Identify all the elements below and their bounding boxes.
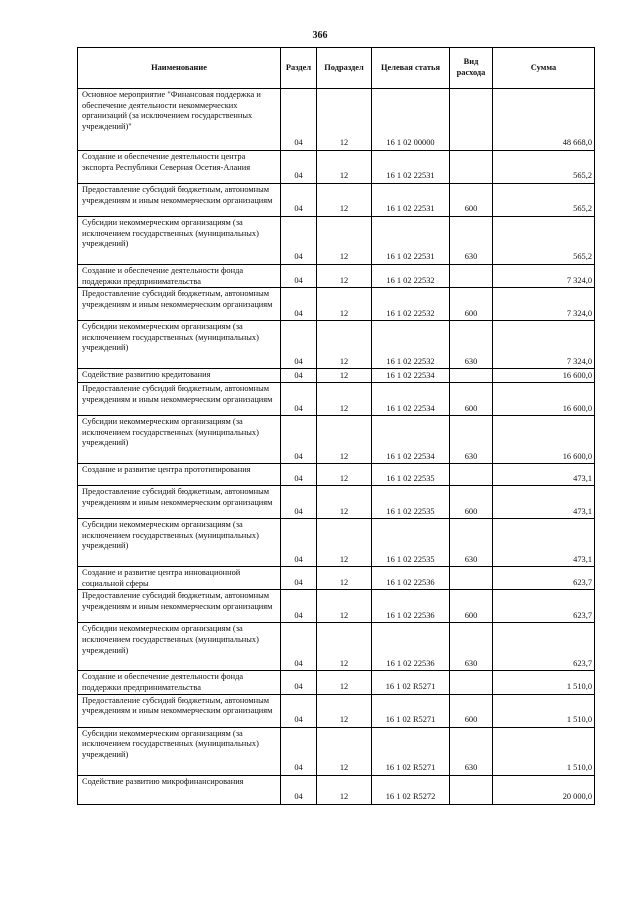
row-podrazdel: 12 (317, 694, 372, 727)
row-target-article: 16 1 02 22531 (372, 151, 450, 184)
row-sum: 1 510,0 (493, 671, 595, 694)
row-razdel: 04 (281, 89, 317, 151)
row-razdel: 04 (281, 288, 317, 321)
row-razdel: 04 (281, 464, 317, 486)
header-name: Наименование (78, 48, 281, 89)
row-expense-type: 630 (450, 416, 493, 464)
table-row (78, 383, 595, 416)
row-podrazdel: 12 (317, 464, 372, 486)
row-target-article: 16 1 02 22536 (372, 590, 450, 623)
row-razdel: 04 (281, 567, 317, 590)
table-row (78, 89, 595, 151)
row-target-article: 16 1 02 00000 (372, 89, 450, 151)
header-row (78, 48, 595, 89)
row-expense-type: 630 (450, 727, 493, 775)
row-target-article: 16 1 02 22534 (372, 416, 450, 464)
row-sum: 623,7 (493, 623, 595, 671)
row-sum: 565,2 (493, 151, 595, 184)
row-expense-type: 600 (450, 486, 493, 519)
row-target-article: 16 1 02 R5272 (372, 775, 450, 804)
header-razdel: Раздел (281, 48, 317, 89)
header-target-article: Целевая статья (372, 48, 450, 89)
row-razdel: 04 (281, 184, 317, 217)
row-sum: 623,7 (493, 567, 595, 590)
row-sum: 20 000,0 (493, 775, 595, 804)
row-razdel: 04 (281, 321, 317, 369)
row-podrazdel: 12 (317, 590, 372, 623)
row-name: Предоставление субсидий бюджетным, автономным учреждениям и иным некоммерческим организациям (78, 486, 281, 519)
row-razdel: 04 (281, 217, 317, 265)
row-sum: 623,7 (493, 590, 595, 623)
row-razdel: 04 (281, 623, 317, 671)
row-sum: 48 668,0 (493, 89, 595, 151)
row-sum: 1 510,0 (493, 694, 595, 727)
row-name: Создание и развитие центра прототипирования (78, 464, 281, 486)
row-expense-type: 630 (450, 321, 493, 369)
row-podrazdel: 12 (317, 217, 372, 265)
row-razdel: 04 (281, 369, 317, 383)
row-podrazdel: 12 (317, 369, 372, 383)
row-target-article: 16 1 02 22535 (372, 519, 450, 567)
row-target-article: 16 1 02 22535 (372, 486, 450, 519)
row-target-article: 16 1 02 22531 (372, 184, 450, 217)
row-name: Субсидии некоммерческим организациям (за исключением государственных (муниципальных) учреждений) (78, 416, 281, 464)
table-row (78, 727, 595, 775)
table-row (78, 775, 595, 804)
table-body (78, 89, 595, 805)
table-row (78, 623, 595, 671)
row-name: Субсидии некоммерческим организациям (за исключением государственных (муниципальных) учреждений) (78, 727, 281, 775)
header-sum: Сумма (493, 48, 595, 89)
row-target-article: 16 1 02 R5271 (372, 727, 450, 775)
row-target-article: 16 1 02 22532 (372, 265, 450, 288)
row-target-article: 16 1 02 R5271 (372, 694, 450, 727)
row-name: Предоставление субсидий бюджетным, автономным учреждениям и иным некоммерческим организациям (78, 184, 281, 217)
row-expense-type (450, 151, 493, 184)
table-row (78, 486, 595, 519)
budget-table (77, 47, 595, 805)
row-podrazdel: 12 (317, 184, 372, 217)
row-sum: 16 600,0 (493, 416, 595, 464)
page-number: 366 (312, 30, 328, 41)
row-expense-type (450, 464, 493, 486)
row-expense-type (450, 369, 493, 383)
table-row (78, 369, 595, 383)
row-expense-type: 600 (450, 590, 493, 623)
row-razdel: 04 (281, 590, 317, 623)
row-sum: 473,1 (493, 519, 595, 567)
row-target-article: 16 1 02 22535 (372, 464, 450, 486)
row-expense-type: 630 (450, 217, 493, 265)
row-expense-type: 630 (450, 519, 493, 567)
header-podrazdel: Подраздел (317, 48, 372, 89)
row-podrazdel: 12 (317, 151, 372, 184)
row-sum: 16 600,0 (493, 369, 595, 383)
row-razdel: 04 (281, 265, 317, 288)
row-name: Создание и обеспечение деятельности фонда поддержки предпринимательства (78, 671, 281, 694)
table-row (78, 567, 595, 590)
table-row (78, 321, 595, 369)
row-razdel: 04 (281, 416, 317, 464)
row-expense-type: 600 (450, 383, 493, 416)
table-row (78, 590, 595, 623)
row-name: Субсидии некоммерческим организациям (за исключением государственных (муниципальных) учреждений) (78, 623, 281, 671)
row-target-article: 16 1 02 R5271 (372, 671, 450, 694)
row-podrazdel: 12 (317, 486, 372, 519)
row-sum: 1 510,0 (493, 727, 595, 775)
table-row (78, 265, 595, 288)
row-sum: 473,1 (493, 486, 595, 519)
row-expense-type (450, 671, 493, 694)
table-row (78, 288, 595, 321)
table-row (78, 519, 595, 567)
row-sum: 7 324,0 (493, 265, 595, 288)
row-expense-type (450, 775, 493, 804)
row-podrazdel: 12 (317, 727, 372, 775)
row-sum: 16 600,0 (493, 383, 595, 416)
row-podrazdel: 12 (317, 775, 372, 804)
row-target-article: 16 1 02 22531 (372, 217, 450, 265)
row-podrazdel: 12 (317, 89, 372, 151)
row-target-article: 16 1 02 22534 (372, 383, 450, 416)
row-sum: 565,2 (493, 217, 595, 265)
row-expense-type: 600 (450, 694, 493, 727)
row-razdel: 04 (281, 383, 317, 416)
row-expense-type (450, 567, 493, 590)
row-razdel: 04 (281, 151, 317, 184)
row-razdel: 04 (281, 486, 317, 519)
row-razdel: 04 (281, 694, 317, 727)
row-podrazdel: 12 (317, 671, 372, 694)
row-podrazdel: 12 (317, 265, 372, 288)
row-podrazdel: 12 (317, 519, 372, 567)
row-razdel: 04 (281, 727, 317, 775)
row-sum: 565,2 (493, 184, 595, 217)
table-row (78, 671, 595, 694)
row-name: Содействие развитию микрофинансирования (78, 775, 281, 804)
row-sum: 473,1 (493, 464, 595, 486)
row-name: Предоставление субсидий бюджетным, автономным учреждениям и иным некоммерческим организациям (78, 288, 281, 321)
row-name: Субсидии некоммерческим организациям (за исключением государственных (муниципальных) учреждений) (78, 519, 281, 567)
row-target-article: 16 1 02 22534 (372, 369, 450, 383)
row-name: Содействие развитию кредитования (78, 369, 281, 383)
row-razdel: 04 (281, 671, 317, 694)
row-expense-type (450, 89, 493, 151)
row-target-article: 16 1 02 22536 (372, 623, 450, 671)
table-row (78, 464, 595, 486)
row-sum: 7 324,0 (493, 321, 595, 369)
row-expense-type (450, 265, 493, 288)
row-expense-type: 600 (450, 184, 493, 217)
row-podrazdel: 12 (317, 567, 372, 590)
row-name: Создание и развитие центра инновационной социальной сферы (78, 567, 281, 590)
row-name: Создание и обеспечение деятельности фонда поддержки предпринимательства (78, 265, 281, 288)
row-expense-type: 600 (450, 288, 493, 321)
header-expense-type: Вид расхода (450, 48, 493, 89)
row-target-article: 16 1 02 22536 (372, 567, 450, 590)
row-sum: 7 324,0 (493, 288, 595, 321)
row-podrazdel: 12 (317, 288, 372, 321)
table-row (78, 151, 595, 184)
row-target-article: 16 1 02 22532 (372, 321, 450, 369)
row-name: Предоставление субсидий бюджетным, автономным учреждениям и иным некоммерческим организациям (78, 383, 281, 416)
row-podrazdel: 12 (317, 416, 372, 464)
row-name: Создание и обеспечение деятельности центра экспорта Республики Северная Осетия-Алания (78, 151, 281, 184)
row-name: Предоставление субсидий бюджетным, автономным учреждениям и иным некоммерческим организациям (78, 694, 281, 727)
table-row (78, 217, 595, 265)
row-name: Основное мероприятие "Финансовая поддержка и обеспечение деятельности некоммерческих организаций (за исключением государственных учреждений)" (78, 89, 281, 151)
row-target-article: 16 1 02 22532 (372, 288, 450, 321)
row-podrazdel: 12 (317, 321, 372, 369)
row-name: Предоставление субсидий бюджетным, автономным учреждениям и иным некоммерческим организациям (78, 590, 281, 623)
row-razdel: 04 (281, 519, 317, 567)
row-podrazdel: 12 (317, 623, 372, 671)
row-name: Субсидии некоммерческим организациям (за исключением государственных (муниципальных) учреждений) (78, 321, 281, 369)
table-row (78, 416, 595, 464)
table-row (78, 184, 595, 217)
row-name: Субсидии некоммерческим организациям (за исключением государственных (муниципальных) учреждений) (78, 217, 281, 265)
row-podrazdel: 12 (317, 383, 372, 416)
row-expense-type: 630 (450, 623, 493, 671)
row-razdel: 04 (281, 775, 317, 804)
table-row (78, 694, 595, 727)
